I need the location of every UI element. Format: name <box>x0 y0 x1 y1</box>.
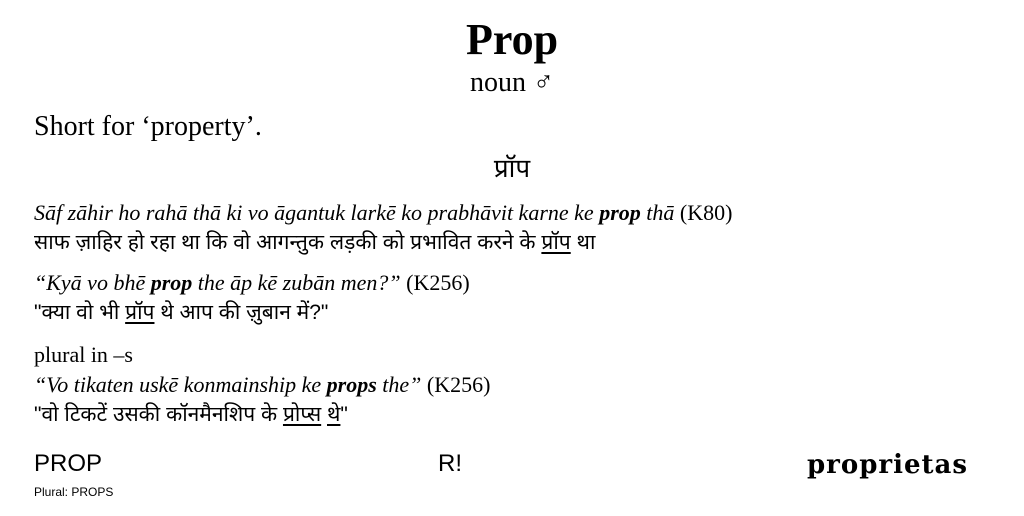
plural-note: plural in –s <box>34 342 133 367</box>
plural-example-devanagari: "वो टिकटें उसकी कॉनमैनशिप के प्रोप्स थे" <box>34 403 348 426</box>
example-2-transliteration: “Kyā vo bhē prop the āp kē zubān men?” (K256) <box>34 270 470 295</box>
example-1-transliteration: Sāf zāhir ho rahā thā ki vo āgantuk larkē ko prabhāvit karne ke prop thā (K80) <box>34 200 733 225</box>
footer-mark: R! <box>438 450 462 477</box>
footer-word: PROP <box>34 450 103 477</box>
hindi-headword: प्रॉप <box>493 153 531 183</box>
plural-example-citation: (K256) <box>421 372 491 397</box>
footer-plural: Plural: PROPS <box>34 485 114 499</box>
definition: Short for ‘property’. <box>34 111 262 142</box>
example-1-citation: (K80) <box>674 200 733 225</box>
example-1-devanagari: साफ ज़ाहिर हो रहा था कि वो आगन्तुक लड़की को प्रभावित करने के प्रॉप था <box>34 231 596 254</box>
footer-etymology: proprietas <box>806 450 968 480</box>
headword: Prop <box>465 15 559 64</box>
plural-example-transliteration: “Vo tikaten uskē konmainship ke props the” (K256) <box>34 372 491 397</box>
example-2-citation: (K256) <box>400 270 470 295</box>
example-2-devanagari: "क्या वो भी प्रॉप थे आप की ज़ुबान में?" <box>34 301 329 324</box>
part-of-speech: noun ♂ <box>470 67 554 98</box>
